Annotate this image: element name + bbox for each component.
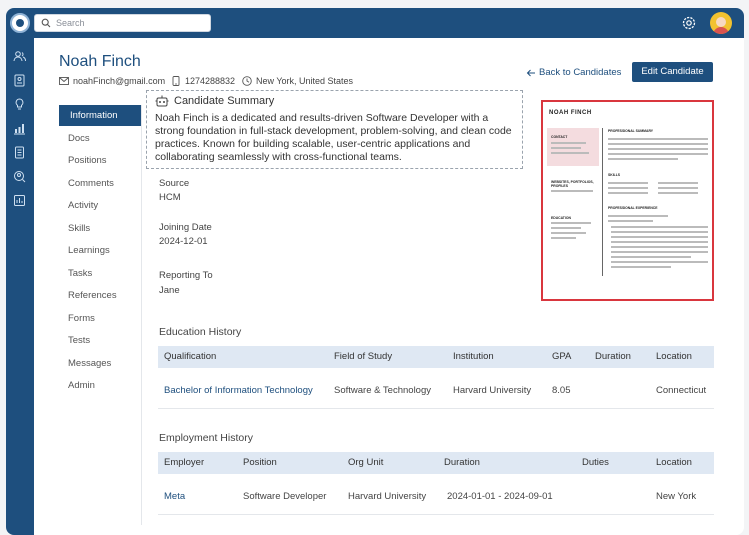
robot-icon [155,95,169,107]
app-window [6,8,744,535]
emp-col-duration[interactable]: Duration [444,457,480,468]
search-box[interactable] [34,14,211,32]
app-logo-icon[interactable] [10,13,30,33]
edu-gpa-cell: 8.05 [552,385,571,396]
tab-forms[interactable]: Forms [68,312,95,324]
candidate-name: Noah Finch [59,53,141,70]
resume-divider [602,128,603,276]
edu-field-cell: Software & Technology [334,385,431,396]
source-label: Source [159,178,190,189]
candidate-location: New York, United States [256,76,354,86]
phone-contact [171,76,235,86]
emp-org-unit-cell: Harvard University [348,491,427,502]
location-contact [242,76,353,86]
id-card-icon[interactable] [13,74,26,87]
resume-experience-heading: PROFESSIONAL EXPERIENCE [608,206,658,210]
tab-tests[interactable]: Tests [68,335,91,346]
mail-icon [59,76,69,86]
emp-col-org-unit[interactable]: Org Unit [348,457,384,468]
edu-col-gpa[interactable]: GPA [552,351,572,362]
search-input[interactable] [56,18,206,28]
resume-education-heading: EDUCATION [551,216,571,220]
side-nav [6,38,34,535]
tab-comments[interactable]: Comments [68,177,114,189]
edu-location-cell: Connecticut [656,385,707,396]
joining-date-value: 2024-12-01 [159,236,208,247]
education-row-divider [158,408,714,409]
emp-col-duties[interactable]: Duties [582,457,609,468]
resume-preview[interactable] [541,100,714,301]
candidate-email: noahFinch@gmail.com [73,76,166,86]
employment-row-divider [158,514,714,515]
top-bar [6,8,744,38]
tab-admin[interactable]: Admin [68,380,95,391]
edit-candidate-button[interactable]: Edit Candidate [632,62,713,82]
source-value: HCM [159,192,181,203]
avatar[interactable] [710,12,732,34]
edu-col-field[interactable]: Field of Study [334,351,393,362]
emp-position-cell: Software Developer [243,491,327,502]
reporting-to-value: Jane [159,285,180,296]
document-icon[interactable] [13,146,26,159]
tab-activity[interactable]: Activity [68,200,99,211]
tab-references[interactable]: References [68,290,117,301]
summary-title: Candidate Summary [174,95,275,107]
lightbulb-icon[interactable] [13,98,26,111]
edu-col-institution[interactable]: Institution [453,351,494,362]
reporting-to-label: Reporting To [159,270,213,281]
edu-col-duration[interactable]: Duration [595,351,631,362]
candidate-phone: 1274288832 [185,76,236,86]
search-icon [41,18,51,28]
tab-messages[interactable]: Messages [68,357,112,369]
summary-text: Noah Finch is a dedicated and results-driven Software Developer with a strong foundation in full-stack development, problem-solving, and clean code practices. Known for building scalable, user-centric applications and collaborating seamlessly with cross-functional teams. [155,112,512,163]
joining-date-label: Joining Date [159,222,212,233]
profile-tabs [59,105,141,398]
phone-icon [171,76,181,86]
emp-col-employer[interactable]: Employer [164,457,205,468]
resume-name: NOAH FINCH [549,110,592,116]
emp-duration-cell: 2024-01-01 - 2024-09-01 [447,491,553,502]
report-icon[interactable] [13,194,26,207]
education-history-title: Education History [159,326,242,338]
gear-icon[interactable] [681,15,697,31]
tab-positions[interactable]: Positions [68,155,107,166]
resume-websites-heading: WEBSITES, PORTFOLIOS, PROFILES [551,180,594,188]
resume-summary-heading: PROFESSIONAL SUMMARY [608,129,654,133]
tab-skills[interactable]: Skills [68,222,91,234]
resume-contact-heading: CONTACT [551,135,568,139]
edu-col-location[interactable]: Location [656,351,692,362]
candidate-summary-box [146,90,523,169]
search-user-icon[interactable] [13,170,26,183]
email-contact [59,76,165,86]
emp-location-cell: New York [656,491,697,502]
tab-learnings[interactable]: Learnings [68,245,110,256]
tab-tasks[interactable]: Tasks [68,267,93,279]
tabs-divider [141,105,142,525]
edu-qualification-cell[interactable]: Bachelor of Information Technology [164,385,313,396]
emp-col-position[interactable]: Position [243,457,277,468]
clock-icon [242,76,252,86]
back-to-candidates-link[interactable] [526,67,621,78]
emp-col-location[interactable]: Location [656,457,692,468]
employment-table-header [158,452,714,474]
emp-employer-cell[interactable]: Meta [164,491,186,502]
back-label: Back to Candidates [539,67,622,78]
chart-icon[interactable] [13,122,26,135]
tab-docs[interactable]: Docs [68,132,90,144]
resume-skills-heading: SKILLS [608,173,621,177]
arrow-left-icon [526,68,536,78]
employment-history-title: Employment History [159,432,253,444]
education-table-header [158,346,714,368]
tab-information[interactable]: Information [59,105,141,126]
users-icon[interactable] [13,50,26,63]
edu-institution-cell: Harvard University [453,385,532,396]
edu-col-qualification[interactable]: Qualification [164,351,217,362]
